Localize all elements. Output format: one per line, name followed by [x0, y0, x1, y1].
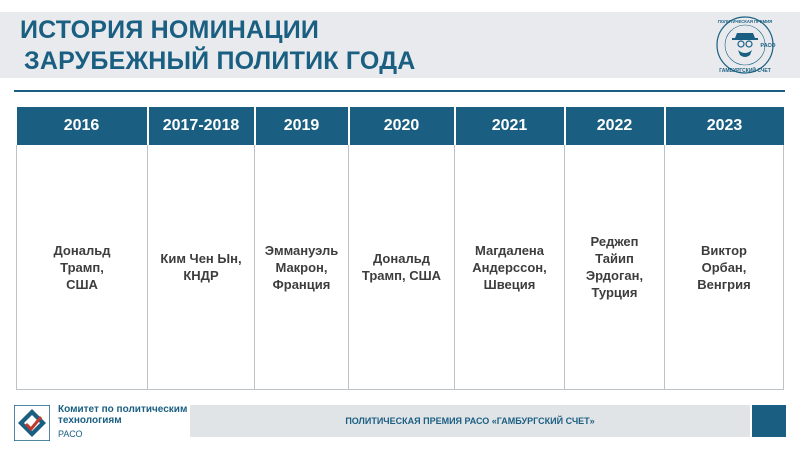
committee-logo-icon [14, 405, 50, 441]
year-cell: 2022 [565, 107, 665, 145]
winner-cell: Магдалена Андерссон, Швеция [455, 145, 565, 390]
year-cell: 2020 [349, 107, 455, 145]
footer-band [190, 405, 750, 437]
winner-cell: Виктор Орбан, Венгрия [665, 145, 784, 390]
committee-name [58, 404, 193, 440]
winner-cell: Реджеп Тайип Эрдоган, Турция [565, 145, 665, 390]
logo-text-top: ПОЛИТИЧЕСКАЯ ПРЕМИЯ [717, 19, 773, 24]
nomination-history-table [16, 107, 784, 390]
logo-text-side: РАСО [760, 43, 776, 49]
year-cell: 2019 [255, 107, 349, 145]
hat-icon [735, 33, 755, 38]
year-cell: 2021 [455, 107, 565, 145]
winner-cell: Ким Чен Ын, КНДР [148, 145, 255, 390]
committee-line1: Комитет по политическим [58, 404, 188, 415]
header-divider [14, 90, 785, 92]
year-cell: 2023 [665, 107, 784, 145]
footer-accent-square [752, 405, 786, 437]
winner-cell: Эммануэль Макрон, Франция [255, 145, 349, 390]
mustache-icon [738, 50, 752, 57]
year-cell: 2017-2018 [148, 107, 255, 145]
footer-award-text: ПОЛИТИЧЕСКАЯ ПРЕМИЯ РАСО «ГАМБУРГСКИЙ СЧЕТ» [345, 416, 595, 426]
year-cell: 2016 [17, 107, 148, 145]
winner-cell: Дональд Трамп, США [17, 145, 148, 390]
glasses-icon [738, 41, 744, 47]
page-subtitle: ЗАРУБЕЖНЫЙ ПОЛИТИК ГОДА [24, 47, 416, 75]
winner-row [17, 145, 784, 390]
page-title: ИСТОРИЯ НОМИНАЦИИ [20, 16, 320, 44]
award-logo [712, 14, 782, 76]
logo-text-bottom: ГАМБУРГСКИЙ СЧЕТ [719, 68, 771, 74]
winner-cell: Дональд Трамп, США [349, 145, 455, 390]
committee-line2: технологиям [58, 415, 122, 426]
committee-line3: РАСО [58, 429, 83, 439]
year-header-row [17, 107, 784, 145]
